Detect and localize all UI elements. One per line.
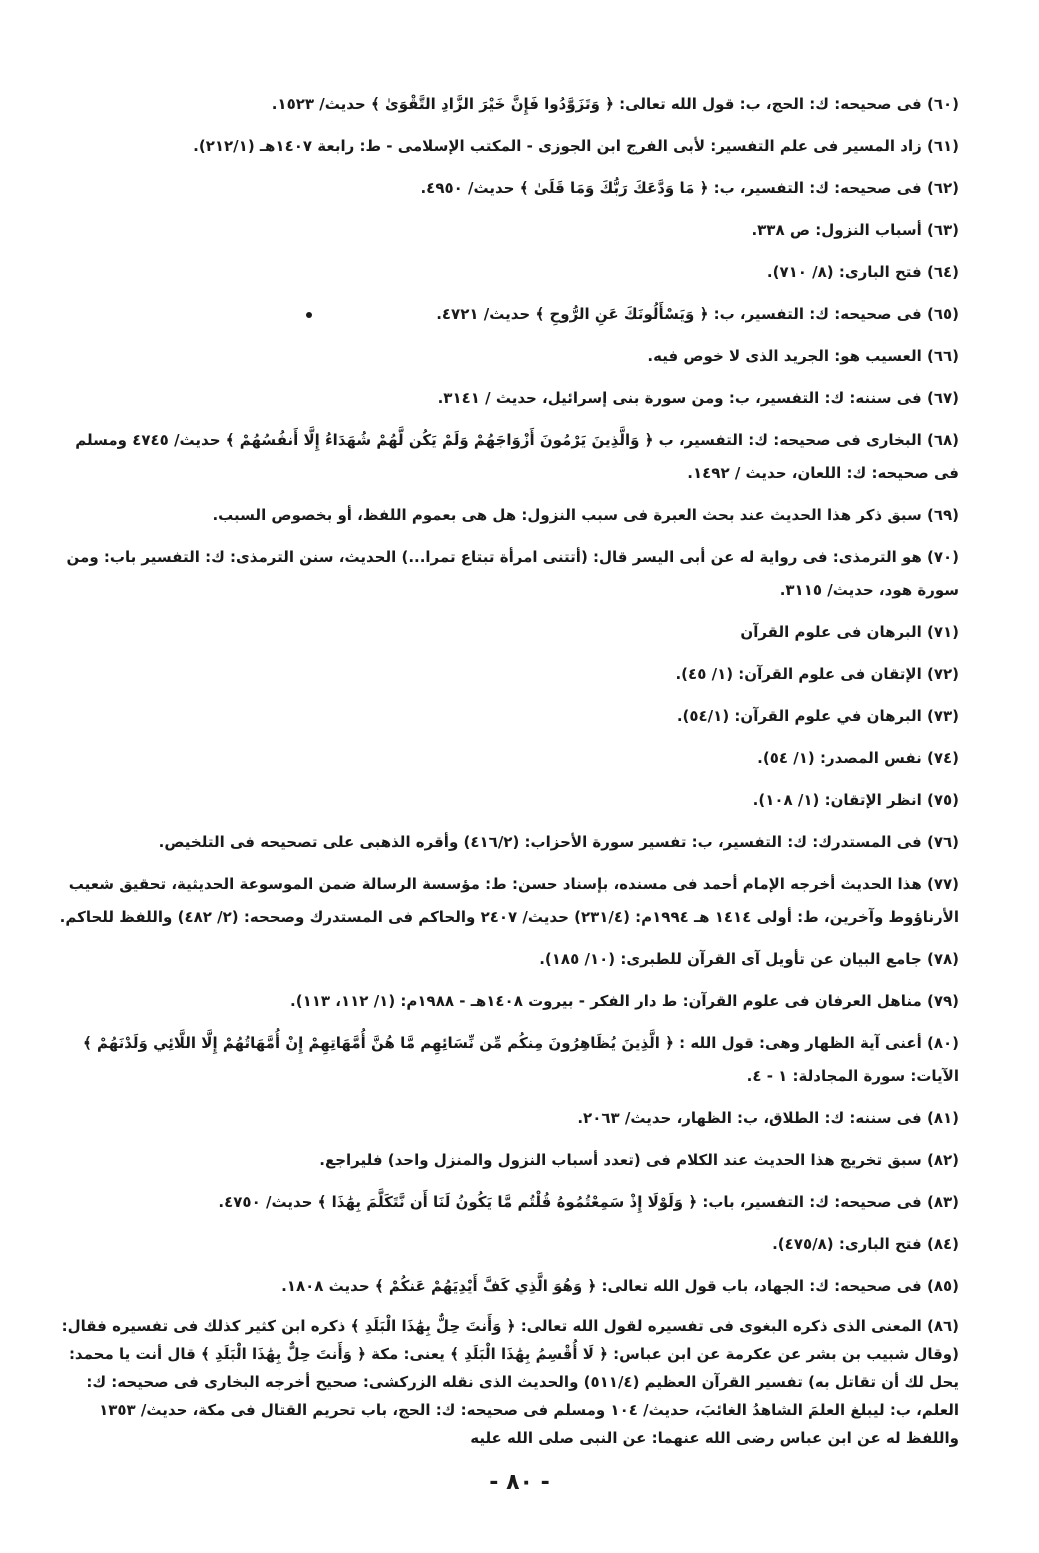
footnote-72: (٧٢) الإتقان فى علوم القرآن: (١/ ٤٥). xyxy=(675,665,959,683)
footnote-73: (٧٣) البرهان في علوم القرآن: (٥٤/١). xyxy=(676,707,959,725)
footnote-86: (٨٦) المعنى الذى ذكره البغوى فى تفسيره لقول الله تعالى: ﴿ وَأَنتَ حِلٌّ بِهَٰذَا الْبَلَدِ ﴾ ذكره ابن كثير كذلك فى تفسيره فقال: (وقال شبيب بن بشر عن عكرمة عن ابن عباس: ﴿ لَا أُقْسِمُ بِهَٰذَا الْبَلَدِ ﴾ يعنى: مكة ﴿ وَأَنتَ حِلٌّ بِهَٰذَا الْبَلَدِ ﴾ قال أنت يا محمد: يحل لك أن تقاتل به) تفسير القرآن العظيم (٥١١/٤) والحديث الذى نقله الزركشى: صحيح أخرجه البخارى فى صحيحه: ك: العلم، ب: ليبلغ العلمَ الشاهدُ الغائبَ، حديث/ ١٠٤ ومسلم فى صحيحه: ك: الحج، باب تحريم القتال فى مكة، حديث/ ١٣٥٣ واللفظ له عن ابن عباس رضى الله عنهما: عن النبى صلى الله عليه xyxy=(61,1317,959,1447)
footnote-83: (٨٣) فى صحيحه: ك: التفسير، باب: ﴿ وَلَوْلَا إِذْ سَمِعْتُمُوهُ قُلْتُم مَّا يَكُونُ لَنَا أَن نَّتَكَلَّمَ بِهَٰذَا ﴾ حديث/ ٤٧٥٠. xyxy=(218,1193,959,1211)
footnote-80: (٨٠) أعنى آية الظهار وهى: قول الله : ﴿ الَّذِينَ يُظَاهِرُونَ مِنكُم مِّن نِّسَائِهِم مَّا هُنَّ أُمَّهَاتِهِمْ إِنْ أُمَّهَاتُهُمْ إِلَّا اللَّائِي وَلَدْنَهُمْ ﴾ الآيات: سورة المجادلة: ١ - ٤. xyxy=(82,1034,959,1085)
stray-dot-mark xyxy=(306,312,312,318)
footnote-77: (٧٧) هذا الحديث أخرجه الإمام أحمد فى مسنده، بإسناد حسن: ط: مؤسسة الرسالة ضمن الموسوعة الحديثية، تحقيق شعيب الأرناؤوط وآخرين، ط: أولى ١٤١٤ هـ ١٩٩٤م: (٢٣١/٤) حديث/ ٢٤٠٧ والحاكم فى المستدرك وصححه: (٢/ ٤٨٢) واللفظ للحاكم. xyxy=(59,875,959,926)
footnote-63: (٦٣) أسباب النزول: ص ٣٣٨. xyxy=(751,221,959,239)
footnote-71: (٧١) البرهان فى علوم القرآن xyxy=(740,623,959,641)
footnote-81: (٨١) فى سننه: ك: الطلاق، ب: الظهار، حديث/ ٢٠٦٣. xyxy=(577,1109,959,1127)
footnote-67: (٦٧) فى سننه: ك: التفسير، ب: ومن سورة بنى إسرائيل، حديث / ٣١٤١. xyxy=(437,389,959,407)
footnote-74: (٧٤) نفس المصدر: (١/ ٥٤). xyxy=(757,749,959,767)
footnote-82: (٨٢) سبق تخريج هذا الحديث عند الكلام فى (تعدد أسباب النزول والمنزل واحد) فليراجع. xyxy=(319,1151,959,1169)
footnote-75: (٧٥) انظر الإتقان: (١/ ١٠٨). xyxy=(752,791,959,809)
footnote-70: (٧٠) هو الترمذى: فى رواية له عن أبى اليسر قال: (أتتنى امرأة تبتاع تمرا...) الحديث، سنن الترمذى: ك: التفسير باب: ومن سورة هود، حديث/ ٣١١٥. xyxy=(66,548,959,599)
footnote-61: (٦١) زاد المسير فى علم التفسير: لأبى الفرج ابن الجوزى - المكتب الإسلامى - ط: رابعة ١٤٠٧هـ (٢١٢/١). xyxy=(193,137,959,155)
footnote-66: (٦٦) العسيب هو: الجريد الذى لا خوص فيه. xyxy=(647,347,959,365)
footnote-85: (٨٥) فى صحيحه: ك: الجهاد، باب قول الله تعالى: ﴿ وَهُوَ الَّذِي كَفَّ أَيْدِيَهُمْ عَنكُمْ ﴾ حديث ١٨٠٨. xyxy=(281,1277,959,1295)
footnote-68: (٦٨) البخارى فى صحيحه: ك: التفسير، ب ﴿ وَالَّذِينَ يَرْمُونَ أَزْوَاجَهُمْ وَلَمْ يَكُن لَّهُمْ شُهَدَاءُ إِلَّا أَنفُسُهُمْ ﴾ حديث/ ٤٧٤٥ ومسلم فى صحيحه: ك: اللعان، حديث / ١٤٩٢. xyxy=(75,431,959,482)
footnote-65: (٦٥) فى صحيحه: ك: التفسير، ب: ﴿ وَيَسْأَلُونَكَ عَنِ الرُّوحِ ﴾ حديث/ ٤٧٢١. xyxy=(436,305,959,323)
page-number: - ٨٠ - xyxy=(489,1470,550,1495)
footnote-60: (٦٠) فى صحيحه: ك: الحج، ب: قول الله تعالى: ﴿ وَتَزَوَّدُوا فَإِنَّ خَيْرَ الزَّادِ التَّقْوَىٰ ﴾ حديث/ ١٥٢٣. xyxy=(271,95,959,113)
footnote-76: (٧٦) فى المستدرك: ك: التفسير، ب: تفسير سورة الأحزاب: (٤١٦/٢) وأقره الذهبى على تصحيحه فى التلخيص. xyxy=(158,833,959,851)
footnote-79: (٧٩) مناهل العرفان فى علوم القرآن: ط دار الفكر - بيروت ١٤٠٨هـ - ١٩٨٨م: (١/ ١١٢، ١١٣). xyxy=(290,992,959,1010)
footnotes-page xyxy=(49,88,959,1454)
footnote-64: (٦٤) فتح البارى: (٨/ ٧١٠). xyxy=(766,263,959,281)
footnote-84: (٨٤) فتح البارى: (٤٧٥/٨). xyxy=(772,1235,959,1253)
footnote-69: (٦٩) سبق ذكر هذا الحديث عند بحث العبرة فى سبب النزول: هل هى بعموم اللفظ، أو بخصوص السبب. xyxy=(212,506,959,524)
footnote-62: (٦٢) فى صحيحه: ك: التفسير، ب: ﴿ مَا وَدَّعَكَ رَبُّكَ وَمَا قَلَىٰ ﴾ حديث/ ٤٩٥٠. xyxy=(420,179,959,197)
footnote-78: (٧٨) جامع البيان عن تأويل آى القرآن للطبرى: (١٠/ ١٨٥). xyxy=(539,950,959,968)
